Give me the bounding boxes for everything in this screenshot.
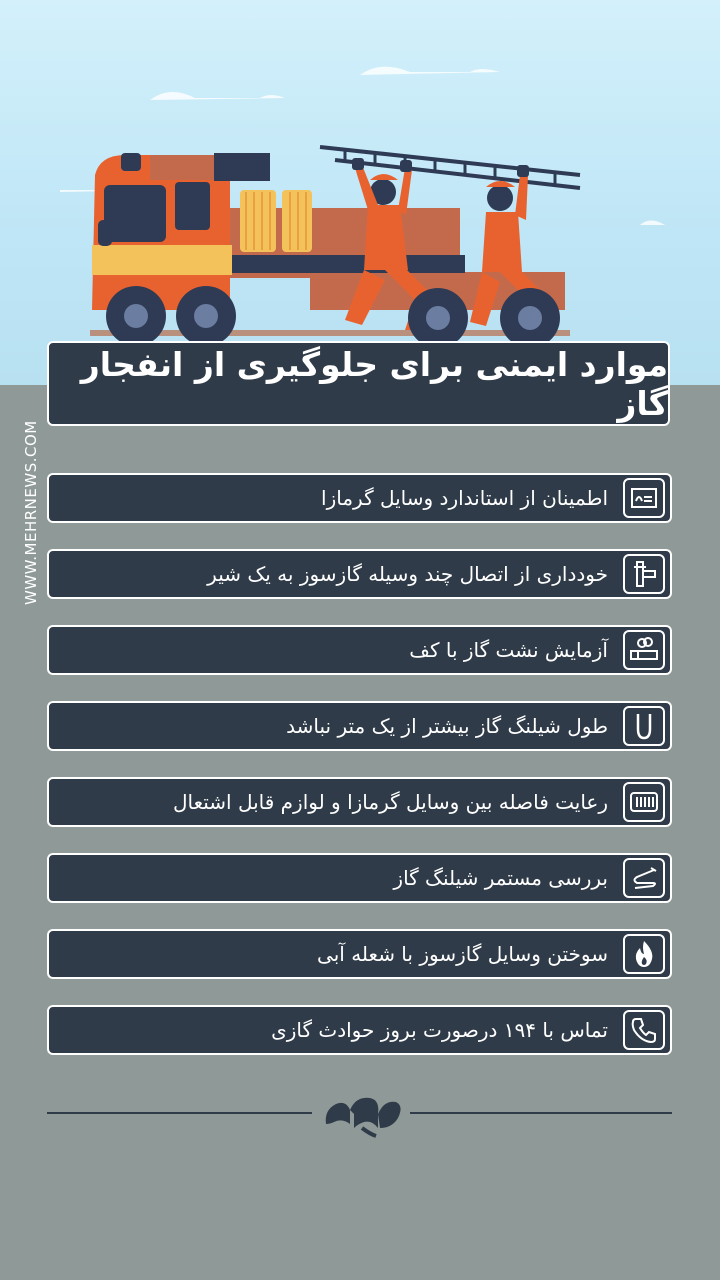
valve-pipe-icon <box>620 551 668 597</box>
title-banner <box>47 341 670 426</box>
coiled-hose-icon <box>620 855 668 901</box>
page-title: موارد ایمنی برای جلوگیری از انفجار گاز <box>80 344 668 423</box>
footer-divider-right <box>410 1112 672 1114</box>
safety-item-blue-flame <box>47 929 672 979</box>
safety-item-valve <box>47 549 672 599</box>
safety-item-leak-test <box>47 625 672 675</box>
safety-item-text: رعایت فاصله بین وسایل گرمازا و لوازم قابل اشتعال <box>172 790 608 814</box>
safety-item-text: خودداری از اتصال چند وسیله گازسوز به یک شیر <box>207 562 608 586</box>
fire-truck-illustration <box>0 0 720 388</box>
flame-icon <box>620 931 668 977</box>
safety-item-distance <box>47 777 672 827</box>
safety-item-hose-length <box>47 701 672 751</box>
safety-item-text: طول شیلنگ گاز بیشتر از یک متر نباشد <box>286 714 608 738</box>
heater-icon <box>620 779 668 825</box>
safety-item-text: تماس با ۱۹۴ درصورت بروز حوادث گازی <box>271 1018 608 1042</box>
standard-mark-icon <box>620 475 668 521</box>
foam-leak-test-icon <box>620 627 668 673</box>
safety-item-emergency-call <box>47 1005 672 1055</box>
safety-item-text: اطمینان از استاندارد وسایل گرمازا <box>321 486 608 510</box>
watermark-url: WWW.MEHRNEWS.COM <box>22 420 40 605</box>
safety-item-hose-check <box>47 853 672 903</box>
safety-item-standard <box>47 473 672 523</box>
phone-icon <box>620 1007 668 1053</box>
mehr-news-logo <box>320 1088 404 1138</box>
safety-item-text: بررسی مستمر شیلنگ گاز <box>393 866 608 890</box>
safety-item-text: سوختن وسایل گازسوز با شعله آبی <box>317 942 608 966</box>
footer-divider-left <box>47 1112 312 1114</box>
hose-icon <box>620 703 668 749</box>
safety-item-text: آزمایش نشت گاز با کف <box>409 638 608 662</box>
